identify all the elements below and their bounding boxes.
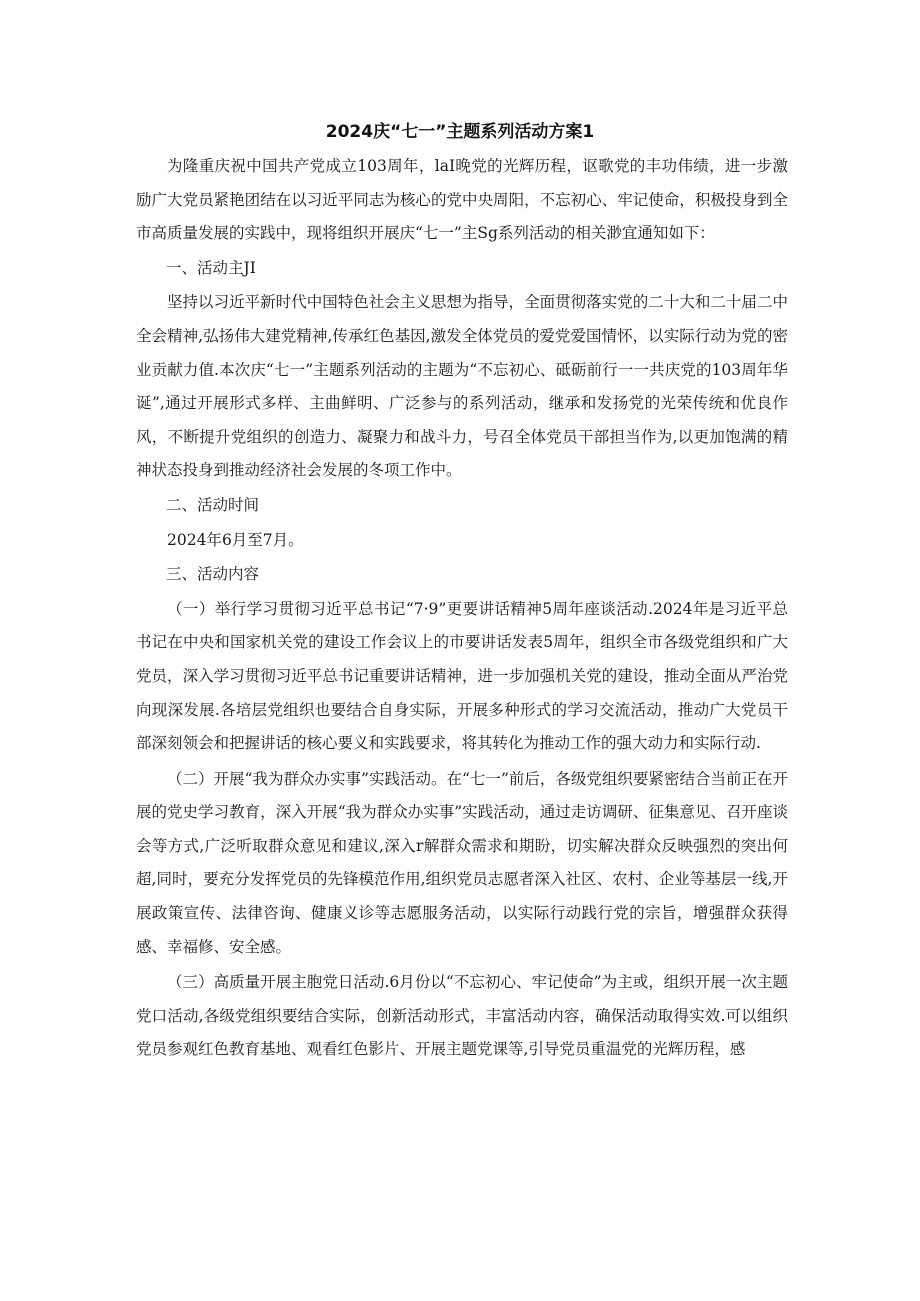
- section3-heading: 三、活动内容: [166, 565, 260, 584]
- item2-paragraph: （二）开展“我为群众办实事”实践活动。在“七一”前后，各级党组织要紧密结合当前正在开展的党史学习教育，深入开展“我为群众办实事”实践活动，通过走访调研、征集意见、召开座谈会等方式,广泛听取群众意见和建议,深入r解群众需求和期盼，切实解决群众反映强烈的突出何超,同时，要充分发挥党员的先锋模范作用,组织党员志愿者深入社区、农村、企业等基层一线,开展政策宣传、法律咨询、健康义诊等志愿服务活动，以实际行动践行党的宗旨，增强群众获得感、幸福修、安全感。: [136, 769, 788, 956]
- item3-paragraph: （三）高质量开展主胞党日活动.6月份以“不忘初心、牢记使命”为主或，组织开展一次主题党口活动,各级党组织要结合实际，创新活动形式，丰富活动内容，确保活动取得实效.可以组织党员参观红色教育基地、观看红色影片、开展主题党课等,引导党员重温党的光辉历程，感: [136, 973, 788, 1059]
- document-body: [136, 150, 788, 1067]
- intro-paragraph: 为隆重庆祝中国共产党成立103周年，laI晚党的光辉历程，讴歌党的丰功伟绩，进一步激励广大党员紧艳团结在以习近平同志为核心的党中央周阳，不忘初心、牢记使命，积极投身到全市高质量发展的实践中，现将组织开展庆“七一”主Sg系列活动的相关渺宜通知如下：: [136, 157, 788, 243]
- item1-paragraph: （一）举行学习贯彻习近平总书记“7·9”更要讲话精神5周年座谈活动.2024年是习近平总书记在中央和国家机关党的建设工作会议上的市要讲话发表5周年，组织全市各级党组织和广大党员，深入学习贯彻习近平总书记重要讲话精神，进一步加强机关党的建设，推动全面从严治党向现深发展.各培层党组织也要结合自身实际，开展多种形式的学习交流活动，推动广大党员干部深刻领会和把握讲话的核心要义和实践要求，将其转化为推动工作的强大动力和实际行动.: [136, 599, 788, 753]
- section1-paragraph: 坚持以习近平新时代中国特色社会主义思想为指导，全面贯彻落实党的二十大和二十届二中全会精神,弘扬伟大建党精神,传承红色基因,激发全体党员的爱党爱国情怀，以实际行动为党的密业贡献力值.本次庆“七一”主题系列活动的主题为“不忘初心、砥砺前行一一共庆党的103周年华诞”,通过开展形式多样、主曲鲜明、广泛参与的系列活动，继承和发扬党的光荣传统和优良作风，不断提升党组织的创造力、凝聚力和战斗力，号召全体党员干部担当作为,以更加饱满的精神状态投身到推动经济社会发展的冬项工作中。: [136, 293, 788, 480]
- section1-heading: 一、活动主JI: [166, 258, 256, 277]
- document-title: 2024庆“七一”主题系列活动方案1: [325, 122, 595, 142]
- section2-paragraph: 2024年6月至7月。: [167, 530, 304, 549]
- section2-heading: 二、活动时间: [166, 495, 260, 514]
